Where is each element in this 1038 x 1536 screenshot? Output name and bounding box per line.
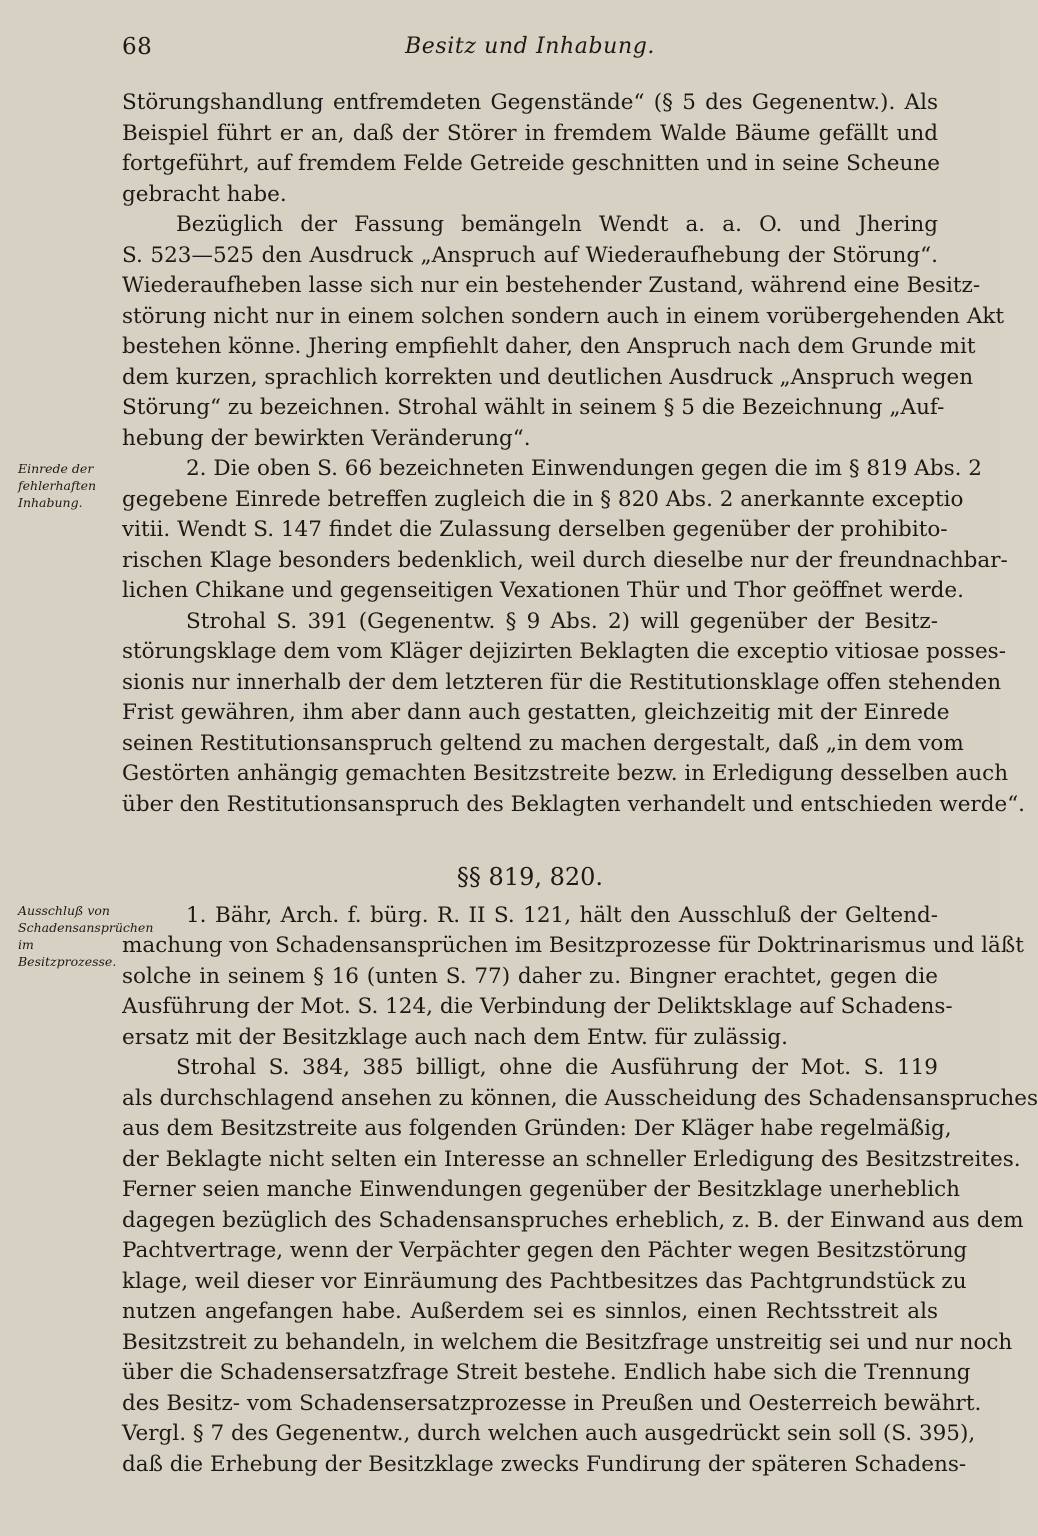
text-line: Ferner seien manche Einwendungen gegenüber der Besitzklage unerheblich xyxy=(122,1177,960,1202)
text-line: rischen Klage besonders bedenklich, weil durch dieselbe nur der freundnachbar- xyxy=(122,547,1008,573)
text-line: vitii. Wendt S. 147 findet die Zulassung derselben gegenüber der prohibito- xyxy=(122,517,948,542)
text-line: über die Schadensersatzfrage Streit bestehe. Endlich habe sich die Trennung xyxy=(122,1360,971,1385)
text-line: Gestörten anhängig gemachten Besitzstreite bezw. in Erledigung desselben auch xyxy=(122,761,1009,786)
text-line: fortgeführt, auf fremdem Felde Getreide geschnitten und in seine Scheune xyxy=(122,151,940,176)
section-2 xyxy=(122,901,1038,1481)
text-line: dagegen bezüglich des Schadensanspruches erheblich, z. B. der Einwand aus dem xyxy=(122,1207,1024,1233)
text-line: Störung“ zu bezeichnen. Strohal wählt in seinem § 5 die Bezeichnung „Auf- xyxy=(122,395,945,420)
text-line: störung nicht nur in einem solchen sondern auch in einem vorübergehenden Akt xyxy=(122,303,1005,329)
text-line: dem kurzen, sprachlich korrekten und deutlichen Ausdruck „Anspruch wegen xyxy=(122,364,974,390)
text-line: seinen Restitutionsanspruch geltend zu machen dergestalt, daß „in dem vom xyxy=(122,730,964,756)
margin-note-ausschluss: Ausschluß von Schadensansprüchen im Besitzprozesse. xyxy=(18,903,154,969)
section-heading: §§ 819, 820. xyxy=(456,863,604,891)
text-line: Vergl. § 7 des Gegenentw., durch welchen auch ausgedrückt sein soll (S. 395), xyxy=(122,1421,976,1446)
text-line: 2. Die oben S. 66 bezeichneten Einwendungen gegen die im § 819 Abs. 2 xyxy=(186,456,982,481)
margin-note-einrede: Einrede der fehlerhaften Inhabung. xyxy=(18,461,97,510)
body-text xyxy=(122,88,1038,1480)
text-line: Störungshandlung entfremdeten Gegenstände“ (§ 5 des Gegenentw.). Als xyxy=(122,90,938,115)
text-line: nutzen angefangen habe. Außerdem sei es sinnlos, einen Rechtsstreit als xyxy=(122,1299,938,1324)
page-number: 68 xyxy=(122,34,153,60)
text-line: klage, weil dieser vor Einräumung des Pachtbesitzes das Pachtgrundstück zu xyxy=(122,1268,967,1294)
text-line: gegebene Einrede betreffen zugleich die in § 820 Abs. 2 anerkannte exceptio xyxy=(122,486,964,512)
text-line: daß die Erhebung der Besitzklage zwecks Fundirung der späteren Schadens- xyxy=(122,1451,967,1477)
text-line: gebracht habe. xyxy=(122,181,287,207)
text-line: störungsklage dem vom Kläger dejizirten Beklagten die exceptio vitiosae posses- xyxy=(122,639,1006,664)
running-head: Besitz und Inhabung. xyxy=(405,34,655,59)
text-line: als durchschlagend ansehen zu können, die Ausscheidung des Schadensanspruches xyxy=(122,1085,1038,1111)
text-line: Frist gewähren, ihm aber dann auch gestatten, gleichzeitig mit der Einrede xyxy=(122,700,950,725)
text-line: Ausführung der Mot. S. 124, die Verbindung der Deliktsklage auf Schadens- xyxy=(122,994,953,1019)
text-line: sionis nur innerhalb der dem letzteren für die Restitutionsklage offen stehenden xyxy=(122,669,1002,695)
text-line: Bezüglich der Fassung bemängeln Wendt a. a. O. und Jhering xyxy=(176,212,938,237)
text-line: ersatz mit der Besitzklage auch nach dem Entw. für zulässig. xyxy=(122,1024,788,1050)
section-spacer xyxy=(122,893,938,901)
text-line: Beispiel führt er an, daß der Störer in fremdem Walde Bäume gefällt und xyxy=(122,120,938,146)
text-line: Pachtvertrage, wenn der Verpächter gegen den Pächter wegen Besitzstörung xyxy=(122,1238,968,1263)
text-line: hebung der bewirkten Veränderung“. xyxy=(122,425,531,451)
text-line: über den Restitutionsanspruch des Beklagten verhandelt und entschieden werde“. xyxy=(122,791,1026,817)
text-line: Wiederaufheben lasse sich nur ein bestehender Zustand, während eine Besitz- xyxy=(122,273,981,298)
text-line: 1. Bähr, Arch. f. bürg. R. II S. 121, hält den Ausschluß der Geltend- xyxy=(186,902,938,928)
page-header xyxy=(122,34,938,70)
text-line: aus dem Besitzstreite aus folgenden Gründen: Der Kläger habe regelmäßig, xyxy=(122,1116,952,1141)
text-line: Strohal S. 384, 385 billigt, ohne die Ausführung der Mot. S. 119 xyxy=(176,1055,938,1080)
text-line: Strohal S. 391 (Gegenentw. § 9 Abs. 2) will gegenüber der Besitz- xyxy=(186,608,938,634)
section-spacer xyxy=(122,820,938,862)
text-line: des Besitz- vom Schadensersatzprozesse in Preußen und Oesterreich bewährt. xyxy=(122,1390,982,1416)
text-line: lichen Chikane und gegenseitigen Vexationen Thür und Thor geöffnet werde. xyxy=(122,578,964,603)
text-line: S. 523—525 den Ausdruck „Anspruch auf Wiederaufhebung der Störung“. xyxy=(122,242,938,268)
text-line: der Beklagte nicht selten ein Interesse an schneller Erledigung des Besitzstreites. xyxy=(122,1146,1021,1172)
text-line: bestehen könne. Jhering empfiehlt daher, den Anspruch nach dem Grunde mit xyxy=(122,334,976,359)
text-line: solche in seinem § 16 (unten S. 77) daher zu. Bingner erachtet, gegen die xyxy=(122,963,938,989)
text-line: Besitzstreit zu behandeln, in welchem die Besitzfrage unstreitig sei und nur noch xyxy=(122,1329,1013,1355)
text-line: machung von Schadensansprüchen im Besitzprozesse für Doktrinarismus und läßt xyxy=(122,933,1024,958)
section-1 xyxy=(122,88,1026,820)
